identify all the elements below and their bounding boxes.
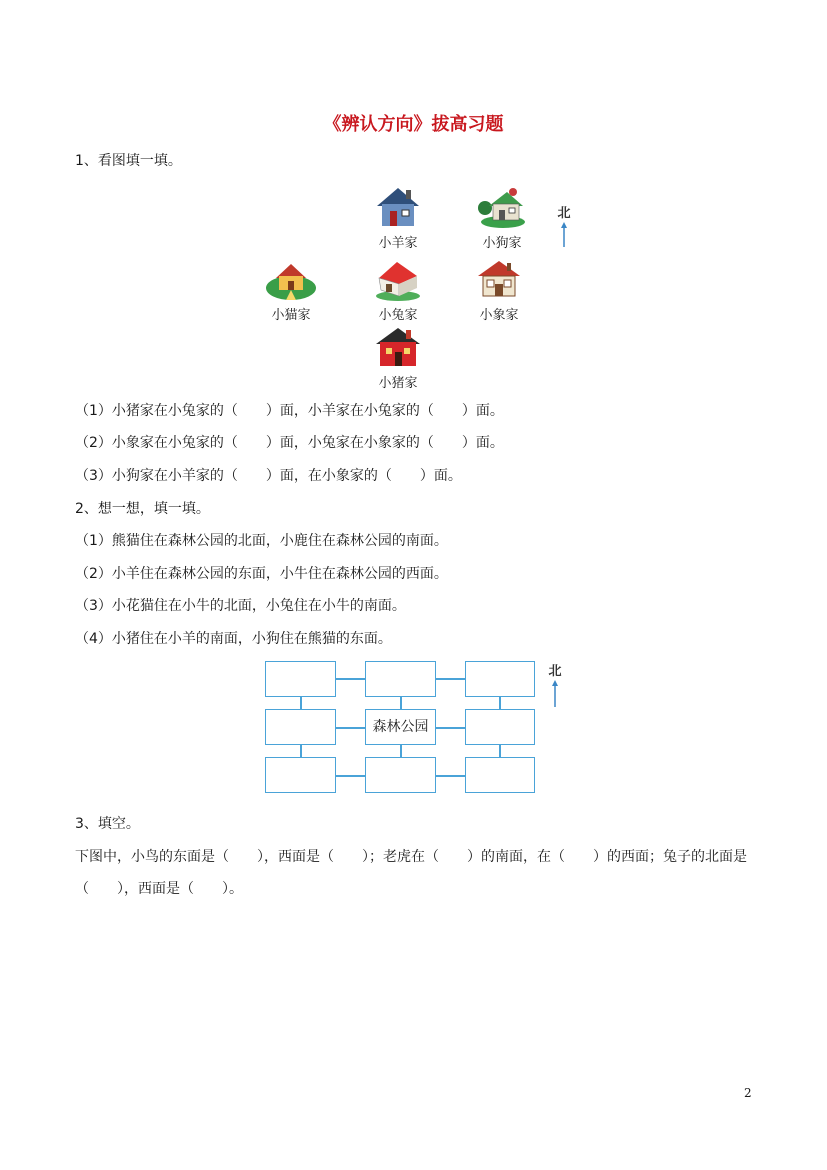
page-number: 2: [744, 1086, 752, 1100]
grid-connector: [336, 727, 365, 729]
house-dog: [475, 184, 529, 251]
q2-item: （4）小猪住在小羊的南面，小狗住在熊猫的东面。: [75, 631, 392, 647]
grid-box-north: [365, 661, 436, 697]
house-cat: [264, 258, 318, 323]
q3-heading: 3、填空。: [75, 816, 140, 832]
grid-box-southeast: [465, 757, 535, 793]
north-label: 北: [548, 664, 562, 679]
q2-item: （2）小羊住在森林公园的东面，小牛住在森林公园的西面。: [75, 566, 448, 582]
grid-box-west: [265, 709, 336, 745]
house-icon: [373, 258, 423, 302]
house-icon: [373, 184, 423, 230]
grid-connector: [499, 745, 501, 757]
q1-item: （3）小狗家在小羊家的（ ）面，在小象家的（ ）面。: [75, 468, 462, 484]
grid-connector: [336, 775, 365, 777]
grid-connector: [336, 678, 365, 680]
house-rabbit: [371, 258, 425, 323]
q3-line: （ ），西面是（ ）。: [75, 881, 243, 897]
house-sheep: [371, 184, 425, 251]
q2-item: （3）小花猫住在小牛的北面，小兔住在小牛的南面。: [75, 598, 406, 614]
grid-box-east: [465, 709, 535, 745]
house-label: 小猫家: [271, 308, 311, 323]
north-arrow-icon: [554, 221, 574, 249]
q2-item: （1）熊猫住在森林公园的北面，小鹿住在森林公园的南面。: [75, 533, 448, 549]
north-indicator: [554, 202, 574, 253]
grid-box-southwest: [265, 757, 336, 793]
grid-center-label: 森林公园: [372, 719, 429, 735]
house-elephant: [472, 258, 526, 323]
house-icon: [372, 324, 424, 370]
house-label: 小羊家: [378, 236, 418, 251]
grid-connector: [400, 697, 402, 709]
q1-item: （2）小象家在小兔家的（ ）面，小兔家在小象家的（ ）面。: [75, 435, 504, 451]
q1-item: （1）小猪家在小兔家的（ ）面，小羊家在小兔家的（ ）面。: [75, 403, 504, 419]
q3-line: 下图中，小鸟的东面是（ ），西面是（ ）；老虎在（ ）的南面，在（ ）的西面；兔子的北面是: [75, 849, 747, 865]
grid-connector: [436, 678, 465, 680]
north-arrow-icon: [545, 679, 565, 709]
grid-box-northwest: [265, 661, 336, 697]
house-icon: [477, 184, 527, 230]
grid-connector: [300, 745, 302, 757]
house-label: 小象家: [479, 308, 519, 323]
q2-heading: 2、想一想，填一填。: [75, 501, 210, 517]
page-title: 《辨认方向》拔高习题: [323, 114, 504, 135]
house-label: 小狗家: [482, 236, 522, 251]
house-label: 小猪家: [378, 376, 418, 391]
north-indicator: [545, 660, 565, 713]
house-pig: [371, 324, 425, 391]
grid-connector: [436, 727, 465, 729]
house-icon: [474, 258, 524, 302]
grid-box-northeast: [465, 661, 535, 697]
grid-connector: [436, 775, 465, 777]
north-label: 北: [557, 206, 571, 221]
q1-heading: 1、看图填一填。: [75, 153, 182, 169]
grid-box-center: [365, 709, 436, 745]
house-icon: [264, 258, 318, 302]
house-label: 小兔家: [378, 308, 418, 323]
grid-box-south: [365, 757, 436, 793]
grid-connector: [300, 697, 302, 709]
grid-connector: [400, 745, 402, 757]
grid-connector: [499, 697, 501, 709]
